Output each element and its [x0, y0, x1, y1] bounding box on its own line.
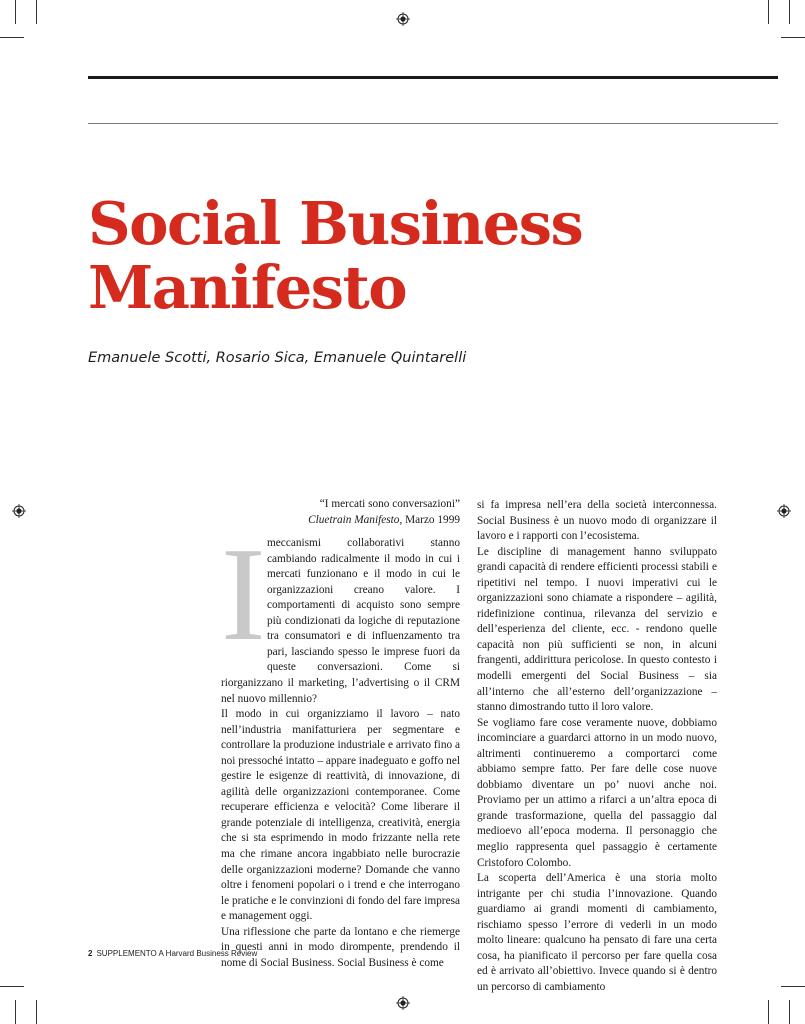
page-footer: [88, 949, 257, 958]
crop-mark: [0, 37, 24, 38]
body-paragraph: Il modo in cui organizziamo il lavoro – nato nell’industria manifatturiera per segmentare e controllare la produzione industriale e arrivato fino a noi pressoché intatto – appare inadeguato e goffo nel gestire le esigenze di reattività, di innovazione, di agilità delle organizzazioni contemporanee. Come recuperare efficienza e velocità? Come liberare il grande potenziale di intelligenza, creatività, energia che si sta esprimendo in modo frizzante nella rete ma che rimane ancora ingabbiato nelle burocrazie delle organizzazioni moderne? Domande che vanno oltre i fenomeni popolari o i trend e che interrogano le pratiche e le convinzioni di fondo del fare impresa e management oggi.: [221, 708, 460, 923]
body-paragraph: Le discipline di management hanno sviluppato grandi capacità di rendere efficienti processi stabili e ripetitivi nel tempo. I nuovi imperativi cui le organizzazioni sono chiamate a rispondere – agilità, ridefinizione continua, rilevanza del servizio e dell’esperienza del cliente, ecc. - rendono quelle capacità non più sufficienti se non, in alcuni frangenti, addirittura pericolose. In questo contesto i modelli emergenti del Social Business – sia all’interno che all’esterno dell’organizzazione – stanno dimostrando tutto il loro valore.: [477, 545, 717, 714]
body-paragraph: meccanismi collaborativi stanno cambiando radicalmente il modo in cui i mercati funzionano e il modo in cui le organizzazioni creano valore. I comportamenti di acquisto sono sempre più condizionati da logiche di reputazione tra consumatori e di influenzamento tra pari, lasciando spesso le imprese fuori da queste conversazioni. Come si riorganizzano il marketing, l’advertising o il CRM nel nuovo millennio?: [221, 537, 460, 705]
article-authors: Emanuele Scotti, Rosario Sica, Emanuele Quintarelli: [88, 350, 467, 366]
crop-mark: [36, 1000, 37, 1024]
crop-mark: [768, 0, 769, 24]
registration-mark-icon: [396, 12, 410, 26]
page-number: 2: [88, 949, 93, 958]
body-column-right: [477, 498, 717, 996]
registration-mark-icon: [396, 996, 410, 1010]
body-column-left: [221, 497, 460, 971]
article-title: [88, 189, 778, 322]
crop-mark: [0, 986, 24, 987]
body-paragraph: Una riflessione che parte da lontano e che riemerge in questi anni in modo dirompente, prendendo il nome di Social Business. Social Business è come: [221, 925, 460, 969]
crop-mark: [789, 1000, 790, 1024]
body-paragraph: La scoperta dell’America è una storia molto intrigante per chi studia l’innovazione. Quando guardiamo ai grandi momenti di cambiamento, rischiamo spesso l’errore di vederli in un modo molto lineare: qualcuno ha pensato di fare una certa cosa, ha pianificato il percorso per fare quella cosa ed è arrivato all’obiettivo. Invece quando si è dentro un percorso di cambiamento: [477, 872, 717, 993]
body-paragraph: Se vogliamo fare cose veramente nuove, dobbiamo incominciare a guardarci attorno in un modo nuovo, altrimenti continueremo a comportarci come abbiamo sempre fatto. Per fare delle cose nuove dobbiamo diventare un po’ nuovi anche noi. Proviamo per un attimo a rifarci a un’altra epoca di grande trasformazione, quella del passaggio dal medioevo all’epoca moderna. Il personaggio che meglio rappresenta quel passaggio è certamente Cristoforo Colombo.: [477, 716, 717, 869]
registration-mark-icon: [777, 504, 791, 518]
title-line-2: Manifesto: [88, 253, 407, 322]
title-line-1: Social Business: [88, 189, 583, 258]
crop-mark: [781, 37, 805, 38]
footer-text: SUPPLEMENTO A Harvard Business Review: [96, 949, 258, 958]
registration-mark-icon: [12, 504, 26, 518]
crop-mark: [36, 0, 37, 24]
epigraph-source-title: Cluetrain Manifesto: [308, 513, 400, 526]
crop-mark: [781, 986, 805, 987]
header-rule: [88, 76, 778, 79]
epigraph-quote: “I mercati sono conversazioni”: [319, 498, 460, 510]
header-divider: [88, 123, 778, 124]
epigraph-source-date: , Marzo 1999: [399, 513, 460, 526]
crop-mark: [768, 1000, 769, 1024]
drop-cap: I: [221, 520, 266, 669]
lead-paragraph: [221, 520, 460, 707]
crop-mark: [15, 0, 16, 24]
body-paragraph: si fa impresa nell’era della società interconnessa. Social Business è un nuovo modo di organizzare il lavoro e i rapporti con l’ecosistema.: [477, 499, 717, 543]
crop-mark: [15, 1000, 16, 1024]
crop-mark: [789, 0, 790, 24]
